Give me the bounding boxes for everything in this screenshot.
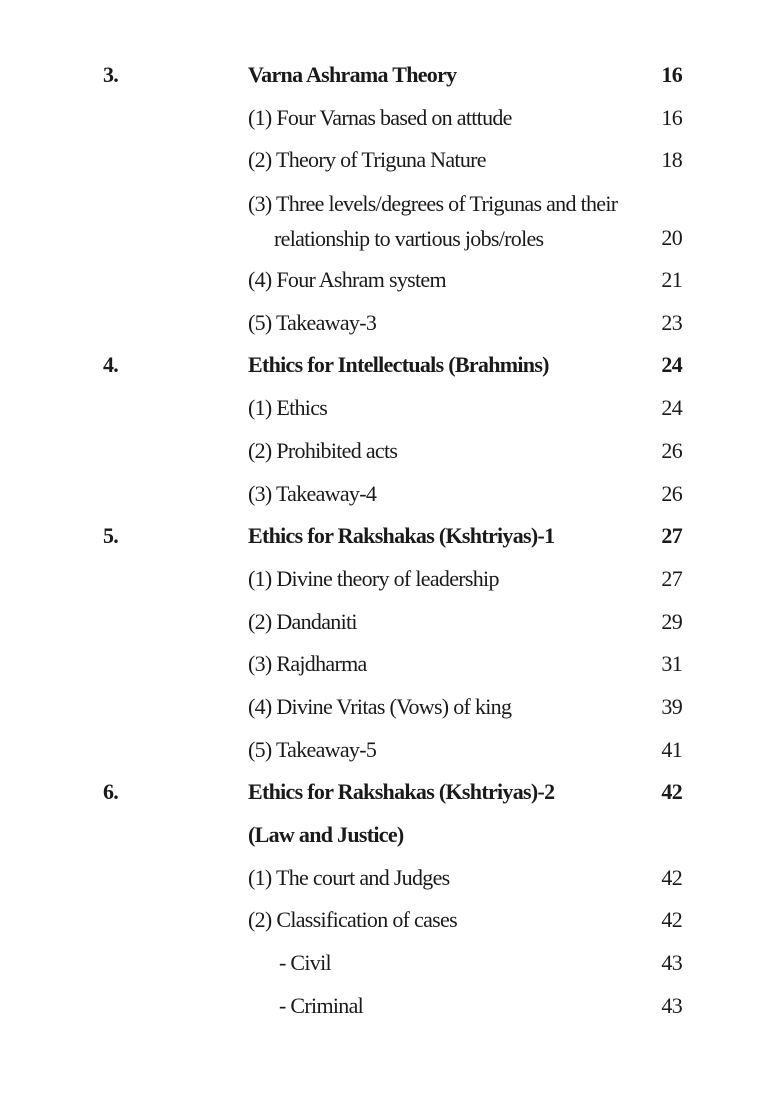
page-number: 39 <box>661 693 682 719</box>
page-number: 43 <box>661 950 682 976</box>
toc-entry <box>0 182 780 259</box>
chapter-number: 3. <box>103 62 119 87</box>
entry-title-text: (1) Divine theory of leadership <box>248 565 499 591</box>
chapter-number: 4. <box>103 352 119 378</box>
entry-title-text: (2) Prohibited acts <box>248 437 398 463</box>
page-number: 27 <box>661 523 682 549</box>
toc-entry <box>0 302 780 345</box>
entry-title-text: (3) Rajdharma <box>248 651 367 677</box>
page-number: 20 <box>661 225 682 251</box>
toc-entry <box>0 430 780 473</box>
toc-chapter-entry <box>0 814 780 857</box>
entry-title-text: Ethics for Rakshakas (Kshtriyas)-2 <box>248 779 555 805</box>
entry-title-text: (5) Takeaway-3 <box>248 309 377 335</box>
page-number: 42 <box>661 907 682 933</box>
entry-title-text: (3) Takeaway-4 <box>248 480 377 506</box>
entry-title-text: (Law and Justice) <box>248 822 404 847</box>
page-number: 26 <box>661 480 682 506</box>
toc-chapter-entry <box>0 54 780 97</box>
page-number: 23 <box>661 309 682 335</box>
entry-title-text: - Criminal <box>279 992 364 1018</box>
entry-title-text: Varna Ashrama Theory <box>248 62 457 87</box>
entry-title <box>248 54 456 97</box>
toc-entry <box>0 643 780 686</box>
entry-title <box>248 899 457 942</box>
entry-title-text: (1) Four Varnas based on atttude <box>248 104 512 130</box>
entry-title <box>279 985 363 1028</box>
entry-title-text: (1) Ethics <box>248 395 328 421</box>
toc-chapter-entry <box>0 344 780 387</box>
entry-title <box>248 601 357 644</box>
entry-title-text: - Civil <box>279 950 331 976</box>
entry-title <box>248 771 554 814</box>
entry-title <box>248 686 511 729</box>
toc-entry <box>0 601 780 644</box>
page-number: 29 <box>661 608 682 634</box>
page-number: 24 <box>661 352 682 378</box>
toc-chapter-entry <box>0 515 780 558</box>
chapter-number: 5. <box>103 523 119 549</box>
entry-title <box>248 558 499 601</box>
entry-title <box>279 942 331 985</box>
entry-title <box>248 139 486 182</box>
entry-title <box>248 97 512 140</box>
page-number: 26 <box>661 437 682 463</box>
entry-title-text: Ethics for Rakshakas (Kshtriyas)-1 <box>248 523 555 549</box>
chapter-number: 6. <box>103 779 119 805</box>
page-number: 21 <box>661 267 682 293</box>
entry-title <box>248 729 376 772</box>
entry-title <box>248 473 376 516</box>
entry-title-text: (2) Dandaniti <box>248 608 357 634</box>
page-number: 18 <box>661 147 682 173</box>
entry-title <box>248 857 450 900</box>
toc-entry <box>0 139 780 182</box>
toc-entry <box>0 985 780 1028</box>
toc-entry <box>0 686 780 729</box>
toc-entry <box>0 387 780 430</box>
page-number: 16 <box>661 62 682 87</box>
toc-entry <box>0 942 780 985</box>
toc-entry <box>0 558 780 601</box>
entry-title-text: (2) Theory of Triguna Nature <box>248 147 486 173</box>
toc-entry <box>0 259 780 302</box>
page-number: 43 <box>661 992 682 1018</box>
toc-entry <box>0 97 780 140</box>
toc-entry <box>0 473 780 516</box>
entry-title <box>248 643 367 686</box>
entry-title <box>248 302 376 345</box>
entry-title-text: Ethics for Intellectuals (Brahmins) <box>248 352 549 378</box>
entry-title <box>248 814 404 857</box>
table-of-contents <box>0 54 780 1027</box>
entry-title-text: (4) Four Ashram system <box>248 267 446 293</box>
toc-entry <box>0 729 780 772</box>
entry-title-continuation: relationship to vartious jobs/roles <box>274 226 544 252</box>
entry-title <box>248 430 397 473</box>
page-number: 24 <box>661 395 682 421</box>
entry-title <box>248 515 554 558</box>
toc-chapter-entry <box>0 771 780 814</box>
page-number: 41 <box>661 736 682 762</box>
page-number: 42 <box>661 864 682 890</box>
entry-title <box>248 186 617 256</box>
page-number: 31 <box>661 651 682 677</box>
page-number: 16 <box>661 104 682 130</box>
entry-title-text: (4) Divine Vritas (Vows) of king <box>248 693 512 719</box>
entry-title-text: (3) Three levels/degrees of Trigunas and their <box>248 191 618 217</box>
entry-title-text: (5) Takeaway-5 <box>248 736 377 762</box>
entry-title-text: (2) Classification of cases <box>248 907 457 933</box>
entry-title-text: (1) The court and Judges <box>248 864 450 890</box>
entry-title <box>248 387 327 430</box>
toc-entry <box>0 857 780 900</box>
toc-entry <box>0 899 780 942</box>
entry-title <box>248 259 446 302</box>
entry-title <box>248 344 549 387</box>
page-number: 27 <box>661 565 682 591</box>
page-number: 42 <box>661 779 682 805</box>
